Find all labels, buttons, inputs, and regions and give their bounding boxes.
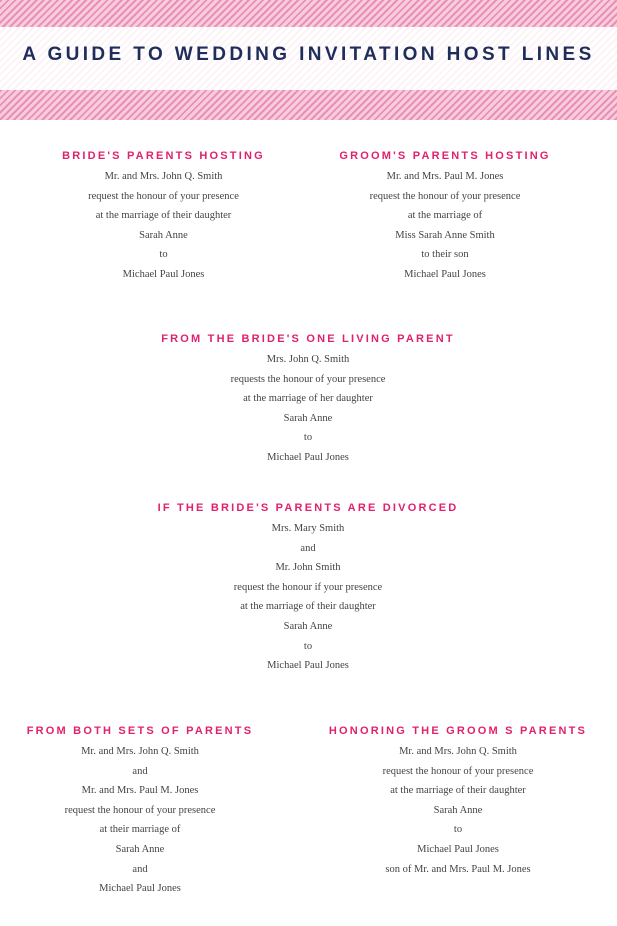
section-grooms-parents-hosting — [305, 149, 585, 285]
invitation-line: to — [303, 432, 313, 444]
invitation-wording — [305, 167, 585, 285]
invitation-line: at the marriage of their daughter — [95, 210, 232, 222]
invitation-line: to — [159, 249, 168, 261]
bottom-stripe-band — [0, 90, 617, 120]
invitation-line: Michael Paul Jones — [417, 843, 499, 855]
invitation-line: Michael Paul Jones — [267, 451, 349, 463]
invitation-line: Mr. John Smith — [275, 562, 341, 574]
section-parents-divorced — [108, 501, 508, 676]
invitation-line: request the honour of your presence — [88, 190, 239, 202]
invitation-line: and — [132, 863, 148, 875]
invitation-line: request the honour if your presence — [233, 581, 383, 593]
invitation-line: son of Mr. and Mrs. Paul M. Jones — [385, 863, 531, 875]
invitation-line: Michael Paul Jones — [267, 660, 349, 672]
section-heading: FROM THE BRIDE'S ONE LIVING PARENT — [161, 333, 455, 345]
invitation-line: request the honour of your presence — [369, 190, 521, 202]
invitation-line: Sarah Anne — [433, 804, 483, 816]
invitation-line: Sarah Anne — [115, 843, 165, 855]
invitation-line: to their son — [421, 249, 469, 261]
invitation-line: Michael Paul Jones — [99, 883, 181, 895]
page-title: A GUIDE TO WEDDING INVITATION HOST LINES — [22, 44, 595, 65]
invitation-wording — [108, 519, 508, 676]
invitation-line: Mr. and Mrs. John Q. Smith — [81, 746, 199, 757]
invitation-line: and — [132, 765, 148, 777]
invitation-line: Michael Paul Jones — [122, 268, 205, 280]
invitation-line: at their marriage of — [99, 824, 181, 836]
section-heading: FROM BOTH SETS OF PARENTS — [26, 725, 254, 737]
section-brides-parents-hosting — [22, 149, 305, 285]
invitation-line: to — [453, 824, 463, 836]
invitation-line: Sarah Anne — [283, 620, 333, 632]
section-one-living-parent — [108, 332, 508, 468]
section-heading: IF THE BRIDE'S PARENTS ARE DIVORCED — [157, 502, 459, 514]
section-both-sets-of-parents — [0, 724, 280, 899]
invitation-line: and — [300, 542, 316, 554]
invitation-line: Mr. and Mrs. John Q. Smith — [399, 746, 517, 757]
invitation-line: Sarah Anne — [139, 229, 188, 241]
invitation-line: Mr. and Mrs. Paul M. Jones — [386, 171, 504, 182]
invitation-line: at the marriage of her daughter — [243, 393, 373, 405]
invitation-line: Mr. and Mrs. John Q. Smith — [104, 171, 223, 182]
invitation-line: at the marriage of — [407, 210, 483, 222]
section-heading: GROOM'S PARENTS HOSTING — [339, 150, 551, 162]
invitation-line: Mrs. John Q. Smith — [266, 354, 350, 365]
invitation-line: requests the honour of your presence — [230, 373, 386, 385]
invitation-wording — [303, 742, 613, 879]
top-stripe-band — [0, 0, 617, 27]
invitation-line: Sarah Anne — [283, 412, 333, 424]
invitation-line: Mr. and Mrs. Paul M. Jones — [81, 785, 199, 797]
invitation-line: Mrs. Mary Smith — [271, 523, 345, 534]
invitation-line: Michael Paul Jones — [404, 268, 486, 280]
section-heading: HONORING THE GROOM S PARENTS — [328, 725, 588, 737]
invitation-line: at the marriage of their daughter — [390, 785, 526, 797]
invitation-wording — [0, 742, 280, 899]
invitation-line: to — [303, 640, 313, 652]
section-honoring-grooms-parents — [303, 724, 613, 879]
invitation-wording — [108, 350, 508, 468]
invitation-line: Miss Sarah Anne Smith — [395, 229, 495, 241]
invitation-line: request the honour of your presence — [382, 765, 534, 777]
invitation-wording — [22, 167, 305, 285]
invitation-line: request the honour of your presence — [64, 804, 216, 816]
invitation-line: at the marriage of their daughter — [240, 601, 376, 613]
section-heading: BRIDE'S PARENTS HOSTING — [62, 150, 265, 162]
